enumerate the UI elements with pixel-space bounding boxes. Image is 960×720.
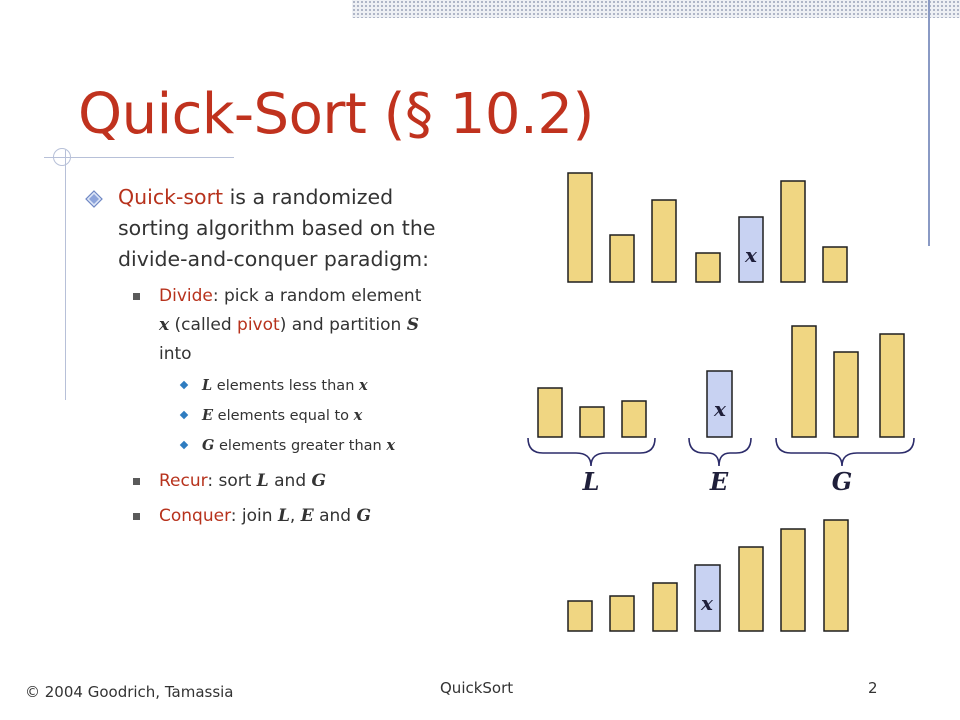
group-label-g: G bbox=[831, 467, 853, 496]
bar bbox=[580, 407, 604, 437]
bar bbox=[823, 247, 847, 282]
bullet-text: : sort bbox=[207, 471, 257, 491]
bar bbox=[792, 326, 816, 437]
term-divide: Divide bbox=[159, 286, 213, 306]
bar bbox=[653, 583, 677, 631]
bullet-text: into bbox=[159, 344, 192, 364]
var-g: G bbox=[311, 471, 327, 491]
bullet-text: is a randomized bbox=[223, 185, 394, 209]
pivot-label: x bbox=[745, 243, 757, 267]
var-x: x bbox=[353, 407, 363, 424]
bullet-text: , bbox=[289, 506, 301, 526]
bullet-text: elements less than bbox=[212, 378, 359, 394]
var-g: G bbox=[356, 506, 371, 526]
var-e: E bbox=[300, 506, 314, 526]
var-x: x bbox=[386, 437, 396, 454]
var-l: L bbox=[256, 471, 269, 491]
bar bbox=[739, 547, 763, 631]
bullet-text: and bbox=[268, 471, 312, 491]
bar bbox=[622, 401, 646, 437]
brace-l bbox=[528, 438, 655, 466]
var-e: E bbox=[202, 407, 214, 424]
bullet-text: elements equal to bbox=[213, 408, 354, 424]
bullet-text: sorting algorithm based on the bbox=[118, 216, 436, 240]
var-s: S bbox=[406, 315, 419, 335]
term-quick-sort: Quick-sort bbox=[118, 185, 224, 209]
bullet-text: : pick a random element bbox=[212, 286, 422, 306]
group-label-l: L bbox=[582, 467, 600, 496]
bullet-text: : join bbox=[230, 506, 278, 526]
var-l: L bbox=[277, 506, 290, 526]
var-x: x bbox=[359, 377, 368, 394]
bullet-text: and bbox=[313, 506, 357, 526]
bar bbox=[652, 200, 676, 282]
bar bbox=[538, 388, 562, 437]
brace-e bbox=[689, 438, 751, 466]
bar bbox=[781, 529, 805, 631]
bullet-text: (called bbox=[169, 315, 238, 335]
pivot-label: x bbox=[714, 397, 726, 421]
bullet-text: divide-and-conquer paradigm: bbox=[118, 247, 430, 271]
page-number: 2 bbox=[868, 679, 878, 697]
bullet-text: ) and partition bbox=[279, 315, 407, 335]
term-pivot: pivot bbox=[237, 315, 280, 335]
var-l: L bbox=[202, 377, 213, 394]
term-conquer: Conquer bbox=[159, 506, 231, 526]
pivot-label: x bbox=[701, 591, 713, 615]
bar bbox=[610, 235, 634, 282]
group-label-e: E bbox=[709, 467, 729, 496]
bar bbox=[834, 352, 858, 437]
bullet-text: elements greater than bbox=[214, 438, 387, 454]
var-x: x bbox=[159, 315, 170, 335]
footer-copyright: © 2004 Goodrich, Tamassia bbox=[25, 683, 234, 701]
var-g: G bbox=[202, 437, 215, 454]
bar bbox=[568, 173, 592, 282]
bar bbox=[610, 596, 634, 631]
bar bbox=[880, 334, 904, 437]
brace-g bbox=[776, 438, 914, 466]
bar bbox=[696, 253, 720, 282]
slide-title: Quick-Sort (§ 10.2) bbox=[78, 82, 594, 147]
term-recur: Recur bbox=[159, 471, 208, 491]
footer-course: QuickSort bbox=[440, 679, 514, 697]
bar bbox=[824, 520, 848, 631]
bar bbox=[568, 601, 592, 631]
bar bbox=[781, 181, 805, 282]
